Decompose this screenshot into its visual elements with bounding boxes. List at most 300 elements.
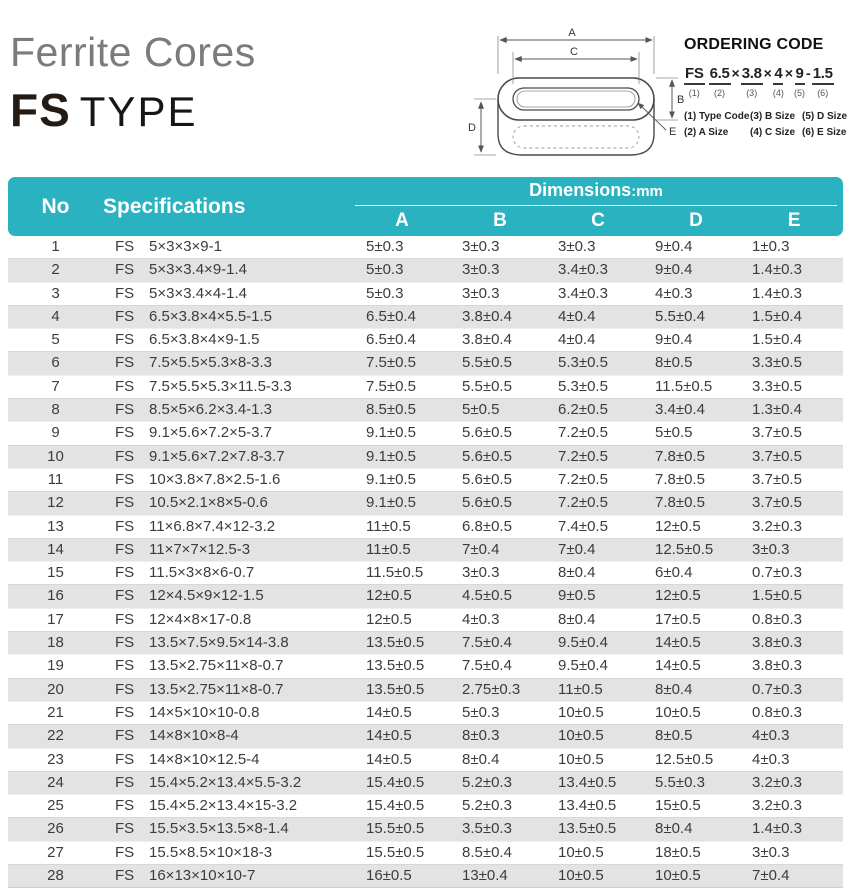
cell-dim-a: 11±0.5	[366, 517, 411, 535]
cell-dim-b: 5.6±0.5	[462, 470, 512, 488]
legend-item-5: (5) D Size	[802, 111, 848, 122]
cell-spec	[103, 678, 353, 702]
dimensions-word: Dimensions	[529, 180, 632, 200]
cell-dim-b: 3.8±0.4	[451, 305, 549, 329]
table-row	[8, 724, 843, 748]
cell-dim-e: 0.8±0.3	[752, 703, 802, 721]
cell-spec	[103, 305, 353, 329]
type-title	[10, 84, 256, 136]
cell-dim-b: 3±0.3	[462, 564, 500, 582]
cell-no: 18	[8, 631, 103, 655]
cell-spec	[103, 631, 353, 655]
code-segment-text: 9	[795, 65, 805, 85]
cell-dim-b: 4±0.3	[462, 610, 500, 628]
cell-dim-d: 5±0.5	[655, 424, 693, 442]
cell-no: 21	[47, 703, 64, 721]
cell-dim-c: 7.2±0.5	[549, 445, 647, 469]
cell-spec	[103, 562, 353, 584]
cell-spec-value: 13.5×2.75×11×8-0.7	[149, 680, 284, 698]
cell-spec-value: 15.4×5.2×13.4×5.5-3.2	[149, 773, 302, 791]
code-segment-6	[812, 65, 834, 98]
cell-dim-e: 1.5±0.5	[745, 584, 843, 608]
code-segment-text: 6.5	[709, 65, 731, 85]
ordering-code-value	[684, 65, 848, 98]
cell-type-code: FS	[115, 331, 135, 349]
cell-dim-e: 7±0.4	[745, 864, 843, 888]
cell-dim-e: 0.7±0.3	[752, 564, 802, 582]
cell-dim-b: 7.5±0.4	[462, 657, 512, 675]
cell-spec	[103, 258, 353, 282]
code-segment-4	[773, 65, 784, 98]
cell-dim-d: 12.5±0.5	[655, 750, 714, 768]
table-row	[8, 376, 843, 398]
cell-spec-value: 5×3×3.4×9-1.4	[149, 261, 248, 279]
cell-no: 4	[8, 305, 103, 329]
cell-dim-e: 1.4±0.3	[745, 817, 843, 841]
cell-dim-b: 5.6±0.5	[451, 491, 549, 515]
dimensions-unit: :mm	[631, 183, 663, 200]
cell-no: 25	[47, 797, 64, 815]
cell-type-code: FS	[115, 354, 135, 372]
cell-spec-value: 6.5×3.8×4×5.5-1.5	[149, 307, 273, 325]
cell-dim-d: 14±0.5	[647, 631, 745, 655]
cell-dim-c: 8±0.4	[558, 564, 596, 582]
cell-spec	[103, 864, 353, 888]
cell-no: 12	[8, 491, 103, 515]
cell-dim-b: 4.5±0.5	[451, 584, 549, 608]
cell-dim-e: 3.7±0.5	[745, 445, 843, 469]
cell-dim-a: 15.4±0.5	[366, 797, 425, 815]
cell-spec	[103, 771, 353, 795]
cell-dim-e: 3.3±0.5	[752, 377, 802, 395]
cell-dim-a: 12±0.5	[353, 584, 451, 608]
cell-spec	[103, 283, 353, 305]
code-segment-text: 1.5	[812, 65, 834, 85]
cell-spec	[103, 329, 353, 351]
cell-type-code: FS	[115, 610, 135, 628]
cell-dim-b: 8.5±0.4	[462, 843, 512, 861]
cell-no: 16	[8, 584, 103, 608]
cell-dim-b: 3±0.3	[462, 284, 500, 302]
cell-spec-value: 13.5×7.5×9.5×14-3.8	[149, 634, 289, 652]
cell-dim-c: 9.5±0.4	[558, 657, 608, 675]
cell-dim-a: 15.4±0.5	[353, 771, 451, 795]
legend-item-2: (2) A Size	[684, 127, 729, 138]
cell-dim-e: 3.2±0.3	[752, 517, 802, 535]
column-header-c: C	[549, 206, 647, 236]
table-row	[8, 305, 843, 329]
page-title: Ferrite Cores	[10, 29, 256, 75]
cell-no: 17	[47, 610, 64, 628]
cell-dim-a: 9.1±0.5	[366, 424, 416, 442]
cell-dim-a: 9.1±0.5	[353, 445, 451, 469]
cell-type-code: FS	[115, 773, 135, 791]
table-row	[8, 702, 843, 724]
cell-dim-a: 7.5±0.5	[353, 351, 451, 375]
cell-dim-e: 1.4±0.3	[745, 258, 843, 282]
page-title-block	[10, 29, 256, 136]
cell-type-code: FS	[115, 517, 135, 535]
cell-no: 6	[8, 351, 103, 375]
code-segment-text: FS	[684, 65, 705, 85]
cell-dim-a: 12±0.5	[366, 610, 412, 628]
code-separator: ×	[763, 65, 772, 81]
cell-dim-d: 11.5±0.5	[655, 377, 713, 395]
cell-type-code: FS	[115, 284, 135, 302]
cell-spec	[103, 584, 353, 608]
cell-dim-c: 7.2±0.5	[558, 424, 608, 442]
cell-spec	[103, 538, 353, 562]
cell-spec	[103, 817, 353, 841]
cell-dim-c: 3±0.3	[558, 238, 596, 255]
cell-no: 5	[51, 331, 60, 349]
cell-dim-e: 3.3±0.5	[745, 351, 843, 375]
cell-dim-e: 3.7±0.5	[745, 491, 843, 515]
cell-no: 27	[47, 843, 64, 861]
code-segment-num: (1)	[688, 88, 700, 98]
cell-dim-c: 4±0.4	[558, 331, 596, 349]
cell-type-code: FS	[115, 587, 135, 605]
cell-dim-a: 9.1±0.5	[366, 470, 416, 488]
cell-dim-a: 5±0.3	[366, 284, 404, 302]
cell-dim-d: 8±0.4	[647, 678, 745, 702]
cell-no: 11	[47, 470, 64, 488]
table-row	[8, 562, 843, 584]
cell-dim-a: 15.5±0.5	[366, 843, 425, 861]
code-segment-3	[741, 65, 763, 98]
cell-dim-b: 3±0.3	[451, 258, 549, 282]
table-row	[8, 422, 843, 444]
cell-spec	[103, 655, 353, 677]
cell-dim-c: 13.5±0.5	[549, 817, 647, 841]
table-row	[8, 842, 843, 864]
cell-dim-a: 8.5±0.5	[353, 398, 451, 422]
cell-dim-c: 13.4±0.5	[549, 771, 647, 795]
cell-dim-d: 9±0.4	[655, 238, 693, 255]
cell-no: 22	[8, 724, 103, 748]
cell-dim-d: 8±0.4	[647, 817, 745, 841]
column-header-d: D	[647, 206, 745, 236]
cell-dim-b: 5.2±0.3	[462, 797, 512, 815]
cell-no: 26	[8, 817, 103, 841]
code-segment-1	[684, 65, 705, 98]
cell-dim-c: 7±0.4	[549, 538, 647, 562]
cell-spec-value: 15.5×3.5×13.5×8-1.4	[149, 820, 289, 838]
cell-dim-b: 5.2±0.3	[451, 771, 549, 795]
cell-dim-d: 8±0.5	[647, 351, 745, 375]
cell-dim-b: 5.6±0.5	[451, 445, 549, 469]
cell-dim-e: 1±0.3	[752, 238, 790, 255]
cell-type-code: FS	[115, 470, 135, 488]
cell-type-code: FS	[115, 564, 135, 582]
cell-dim-a: 9.1±0.5	[353, 491, 451, 515]
cell-type-code: FS	[115, 424, 135, 442]
cell-type-code: FS	[115, 634, 135, 652]
code-segment-num: (3)	[746, 88, 758, 98]
cell-spec-value: 15.4×5.2×13.4×15-3.2	[149, 797, 298, 815]
legend-item-1: (1) Type Code	[684, 111, 750, 122]
cell-dim-c: 10±0.5	[558, 843, 604, 861]
code-segment-5	[794, 65, 805, 98]
cell-dim-b: 7.5±0.4	[451, 631, 549, 655]
cell-spec	[103, 491, 353, 515]
cell-dim-c: 10±0.5	[558, 750, 604, 768]
cell-dim-c: 7.2±0.5	[558, 470, 608, 488]
cell-type-code: FS	[115, 401, 135, 419]
cell-type-code: FS	[115, 820, 135, 838]
table-row	[8, 584, 843, 608]
cell-spec-value: 10×3.8×7.8×2.5-1.6	[149, 470, 281, 488]
cell-dim-e: 4±0.3	[752, 750, 790, 768]
cell-dim-e: 0.7±0.3	[745, 678, 843, 702]
cell-dim-e: 3.7±0.5	[752, 424, 802, 442]
cell-type-code: FS	[115, 494, 135, 512]
cell-dim-c: 9±0.5	[549, 584, 647, 608]
cell-type-code: FS	[115, 680, 135, 698]
cell-spec	[103, 422, 353, 444]
cell-no: 2	[8, 258, 103, 282]
cell-dim-d: 17±0.5	[655, 610, 701, 628]
cell-dim-e: 3.8±0.3	[745, 631, 843, 655]
cell-no: 19	[47, 657, 64, 675]
code-segment-2	[709, 65, 731, 98]
cell-dim-d: 5.5±0.4	[647, 305, 745, 329]
cell-dim-a: 6.5±0.4	[353, 305, 451, 329]
cell-dim-e: 1.4±0.3	[752, 284, 802, 302]
cell-dim-d: 12±0.5	[655, 517, 701, 535]
cell-dim-b: 2.75±0.3	[451, 678, 549, 702]
cell-dim-a: 15.5±0.5	[353, 817, 451, 841]
cell-dim-d: 7.8±0.5	[655, 470, 705, 488]
ordering-code-title: ORDERING CODE	[684, 36, 824, 53]
cell-dim-c: 13.4±0.5	[558, 797, 617, 815]
cell-spec-value: 6.5×3.8×4×9-1.5	[149, 331, 260, 349]
dim-label-b: B	[677, 94, 684, 106]
cell-type-code: FS	[115, 703, 135, 721]
cell-no: 7	[51, 377, 60, 395]
cell-dim-b: 5.5±0.5	[451, 351, 549, 375]
table-header-no: No	[8, 177, 103, 236]
cell-no: 3	[51, 284, 60, 302]
cell-dim-c: 8±0.4	[558, 610, 596, 628]
cell-type-code: FS	[115, 307, 135, 325]
cell-dim-b: 5±0.5	[451, 398, 549, 422]
cell-dim-d: 6±0.4	[655, 564, 693, 582]
cell-dim-a: 14±0.5	[366, 750, 412, 768]
cell-dim-c: 5.3±0.5	[558, 377, 608, 395]
table-row	[8, 795, 843, 817]
cell-dim-d: 9±0.4	[655, 331, 693, 349]
table-row	[8, 516, 843, 538]
cell-spec-value: 9.1×5.6×7.2×7.8-3.7	[149, 447, 285, 465]
dimensions-label	[355, 177, 837, 206]
cell-spec-value: 5×3×3×9-1	[149, 238, 222, 255]
ordering-code-legend	[684, 111, 848, 138]
cell-spec	[103, 609, 353, 631]
cell-dim-a: 5±0.3	[366, 238, 404, 255]
cell-type-code: FS	[115, 797, 135, 815]
cell-dim-c: 3.4±0.3	[549, 258, 647, 282]
spec-table-body	[8, 236, 843, 888]
code-segment-num: (5)	[794, 88, 806, 98]
cell-spec-value: 7.5×5.5×5.3×11.5-3.3	[149, 377, 292, 395]
cell-dim-a: 14±0.5	[366, 703, 412, 721]
cell-no: 10	[8, 445, 103, 469]
cell-dim-c: 11±0.5	[549, 678, 647, 702]
cell-dim-a: 13.5±0.5	[353, 678, 451, 702]
cell-dim-d: 12.5±0.5	[647, 538, 745, 562]
dim-label-e: E	[669, 126, 677, 138]
table-row	[8, 491, 843, 515]
table-header-dimensions	[353, 177, 843, 206]
core-diagram-svg	[466, 22, 684, 162]
table-header-specifications: Specifications	[103, 177, 353, 236]
legend-item-4: (4) C Size	[750, 127, 796, 138]
cell-dim-d: 12±0.5	[647, 584, 745, 608]
cell-dim-d: 10±0.5	[655, 703, 701, 721]
cell-dim-d: 9±0.4	[647, 258, 745, 282]
cell-dim-a: 13.5±0.5	[366, 657, 425, 675]
spec-table	[8, 177, 843, 888]
cell-dim-e: 0.8±0.3	[752, 610, 802, 628]
cell-no: 28	[8, 864, 103, 888]
cell-type-code: FS	[115, 843, 135, 861]
cell-dim-e: 1.5±0.4	[745, 305, 843, 329]
cell-spec-value: 14×8×10×8-4	[149, 727, 239, 745]
dim-label-a: A	[568, 27, 576, 39]
cell-spec	[103, 702, 353, 724]
cell-spec-value: 7.5×5.5×5.3×8-3.3	[149, 354, 273, 372]
cell-spec	[103, 398, 353, 422]
cell-dim-c: 4±0.4	[549, 305, 647, 329]
cell-no: 8	[8, 398, 103, 422]
type-title-bold: FS	[10, 84, 71, 136]
cell-spec	[103, 795, 353, 817]
cell-no: 13	[47, 517, 64, 535]
table-row	[8, 538, 843, 562]
code-separator: -	[806, 65, 811, 81]
cell-spec-value: 15.5×8.5×10×18-3	[149, 843, 273, 861]
cell-dim-a: 16±0.5	[353, 864, 451, 888]
cell-dim-a: 11±0.5	[353, 538, 451, 562]
cell-spec	[103, 351, 353, 375]
cell-spec-value: 14×5×10×10-0.8	[149, 703, 260, 721]
cell-dim-b: 5.5±0.5	[462, 377, 512, 395]
cell-spec-value: 9.1×5.6×7.2×5-3.7	[149, 424, 273, 442]
cell-type-code: FS	[115, 867, 135, 885]
cell-dim-c: 10±0.5	[549, 724, 647, 748]
cell-spec-value: 12×4×8×17-0.8	[149, 610, 252, 628]
cell-dim-d: 18±0.5	[655, 843, 701, 861]
cell-spec	[103, 469, 353, 491]
column-header-e: E	[745, 206, 843, 236]
table-row	[8, 329, 843, 351]
type-title-rest: TYPE	[79, 88, 198, 135]
table-row	[8, 817, 843, 841]
cell-dim-a: 5±0.3	[353, 258, 451, 282]
cell-spec-value: 11×7×7×12.5-3	[149, 540, 251, 558]
code-separator: ×	[731, 65, 740, 81]
cell-dim-a: 13.5±0.5	[353, 631, 451, 655]
cell-no: 24	[8, 771, 103, 795]
cell-dim-c: 7.2±0.5	[549, 491, 647, 515]
cell-no: 20	[8, 678, 103, 702]
cell-dim-b: 6.8±0.5	[462, 517, 512, 535]
cell-dim-e: 3±0.3	[752, 843, 790, 861]
cell-dim-b: 3.8±0.4	[462, 331, 512, 349]
cell-dim-a: 6.5±0.4	[366, 331, 416, 349]
cell-spec-value: 16×13×10×10-7	[149, 867, 256, 885]
cell-no: 9	[51, 424, 60, 442]
cell-dim-a: 14±0.5	[353, 724, 451, 748]
cell-dim-b: 5±0.3	[462, 703, 500, 721]
table-row	[8, 469, 843, 491]
table-row	[8, 771, 843, 795]
code-segment-text: 3.8	[741, 65, 763, 85]
table-row	[8, 678, 843, 702]
cell-spec	[103, 724, 353, 748]
cell-dim-e: 3.8±0.3	[752, 657, 802, 675]
cell-spec-value: 5×3×3.4×4-1.4	[149, 284, 248, 302]
cell-dim-d: 4±0.3	[655, 284, 693, 302]
cell-dim-d: 7.8±0.5	[647, 491, 745, 515]
cell-dim-a: 11.5±0.5	[366, 564, 424, 582]
cell-spec	[103, 236, 353, 258]
cell-dim-e: 1.3±0.4	[745, 398, 843, 422]
cell-dim-b: 13±0.4	[451, 864, 549, 888]
cell-dim-e: 3.2±0.3	[752, 797, 802, 815]
cell-spec-value: 11×6.8×7.4×12-3.2	[149, 517, 276, 535]
cell-dim-d: 10±0.5	[647, 864, 745, 888]
table-row	[8, 864, 843, 888]
table-row	[8, 631, 843, 655]
cell-dim-c: 6.2±0.5	[549, 398, 647, 422]
table-row	[8, 609, 843, 631]
table-row	[8, 236, 843, 258]
cell-dim-d: 5.5±0.3	[647, 771, 745, 795]
cell-dim-b: 3±0.3	[462, 238, 500, 255]
cell-dim-e: 3.7±0.5	[752, 470, 802, 488]
table-row	[8, 655, 843, 677]
cell-spec-value: 11.5×3×8×6-0.7	[149, 564, 255, 582]
cell-dim-d: 15±0.5	[655, 797, 701, 815]
table-row	[8, 258, 843, 282]
cell-spec-value: 13.5×2.75×11×8-0.7	[149, 657, 284, 675]
table-row	[8, 398, 843, 422]
cell-dim-b: 8±0.3	[451, 724, 549, 748]
cell-spec-value: 8.5×5×6.2×3.4-1.3	[149, 401, 273, 419]
cell-dim-c: 10±0.5	[549, 864, 647, 888]
code-segment-num: (4)	[772, 88, 784, 98]
code-segment-num: (6)	[817, 88, 829, 98]
cell-dim-c: 10±0.5	[558, 703, 604, 721]
cell-type-code: FS	[115, 261, 135, 279]
cell-dim-e: 4±0.3	[745, 724, 843, 748]
table-row	[8, 351, 843, 375]
table-row	[8, 749, 843, 771]
cell-spec-value: 10.5×2.1×8×5-0.6	[149, 494, 268, 512]
cell-spec	[103, 376, 353, 398]
code-segment-text: 4	[773, 65, 783, 85]
code-segment-num: (2)	[714, 88, 726, 98]
table-row	[8, 445, 843, 469]
dim-label-d: D	[468, 122, 476, 134]
cell-dim-e: 3±0.3	[745, 538, 843, 562]
legend-item-3: (3) B Size	[750, 111, 796, 122]
cell-dim-e: 1.5±0.4	[752, 331, 802, 349]
cell-type-code: FS	[115, 238, 135, 255]
cell-dim-d: 14±0.5	[655, 657, 701, 675]
